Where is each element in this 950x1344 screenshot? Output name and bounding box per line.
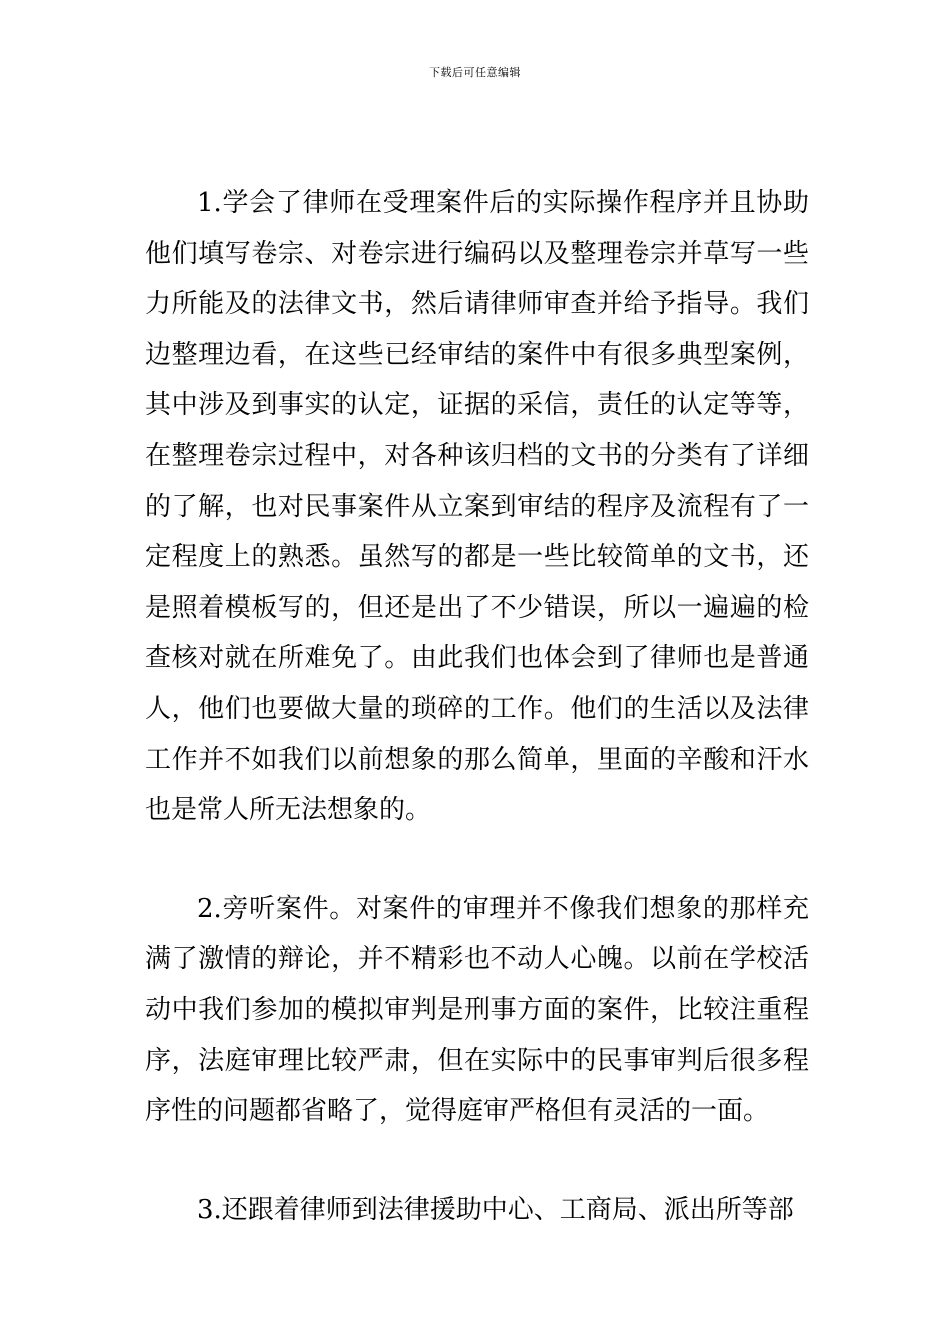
paragraph-2: 2.旁听案件。对案件的审理并不像我们想象的那样充满了激情的辩论，并不精彩也不动人心魄。以前在学校活动中我们参加的模拟审判是刑事方面的案件，比较注重程序，法庭审理比较严肃，但在实际中的民事审判后很多程序性的问题都省略了，觉得庭审严格但有灵活的一面。 — [145, 893, 809, 1127]
page-header: 下载后可任意编辑 — [429, 66, 521, 79]
document-body — [145, 178, 809, 1235]
paragraph-3: 3.还跟着律师到法律援助中心、工商局、派出所等部 — [197, 1194, 794, 1225]
paragraph-1: 1.学会了律师在受理案件后的实际操作程序并且协助他们填写卷宗、对卷宗进行编码以及整理卷宗并草写一些力所能及的法律文书，然后请律师审查并给予指导。我们边整理边看，在这些已经审结的案件中有很多典型案例，其中涉及到事实的认定，证据的采信，责任的认定等等，在整理卷宗过程中，对各种该归档的文书的分类有了详细的了解，也对民事案件从立案到审结的程序及流程有了一定程度上的熟悉。虽然写的都是一些比较简单的文书，还是照着模板写的，但还是出了不少错误，所以一遍遍的检查核对就在所难免了。由此我们也体会到了律师也是普通人，他们也要做大量的琐碎的工作。他们的生活以及法律工作并不如我们以前想象的那么简单，里面的辛酸和汗水也是常人所无法想象的。 — [145, 188, 809, 826]
